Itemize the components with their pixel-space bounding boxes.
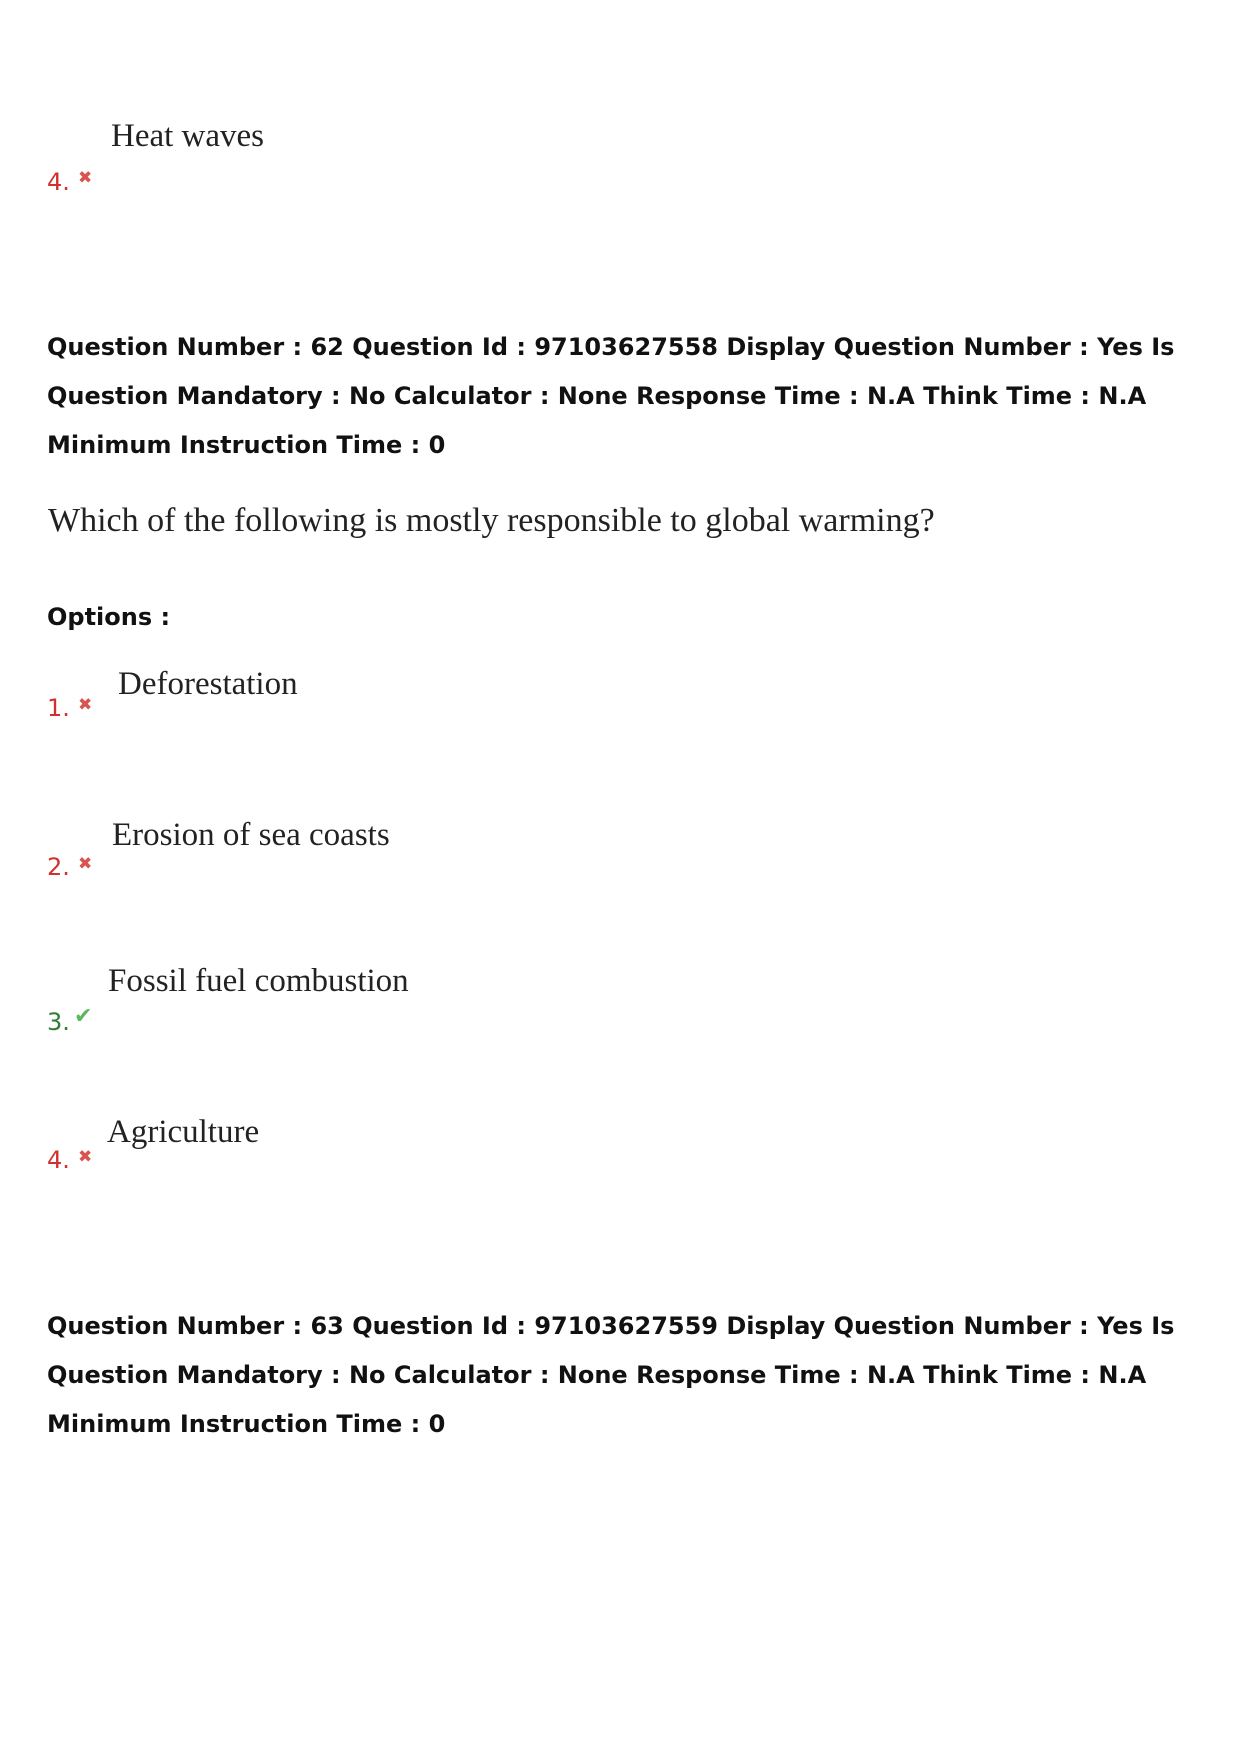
question-text: Which of the following is mostly responsible to global warming? [48,502,935,539]
option-number: 1. [47,694,70,722]
question-meta: Question Number : 63 Question Id : 97103627559 Display Question Number : Yes Is Question Mandatory : No Calculator : None Response Time : N.A Think Time : N.A Minimum Instruction Time : 0 [47,1312,1175,1438]
cross-icon: ✖ [78,695,93,715]
option-number: 4. [47,168,70,196]
option-text: Erosion of sea coasts [112,817,390,853]
option-text: Heat waves [111,118,265,154]
option-number: 3. [47,1008,70,1036]
cross-icon: ✖ [78,854,93,874]
option-number: 4. [47,1146,70,1174]
option-text: Deforestation [118,666,298,702]
cross-icon: ✖ [78,168,93,188]
option-number: 2. [47,853,70,881]
cross-icon: ✖ [78,1147,93,1167]
option-text: Agriculture [107,1114,260,1150]
question-meta: Question Number : 62 Question Id : 97103627558 Display Question Number : Yes Is Question Mandatory : No Calculator : None Response Time : N.A Think Time : N.A Minimum Instruction Time : 0 [47,333,1175,459]
option-text: Fossil fuel combustion [108,963,409,999]
options-label: Options : [47,603,171,631]
check-icon: ✔ [74,1004,93,1029]
